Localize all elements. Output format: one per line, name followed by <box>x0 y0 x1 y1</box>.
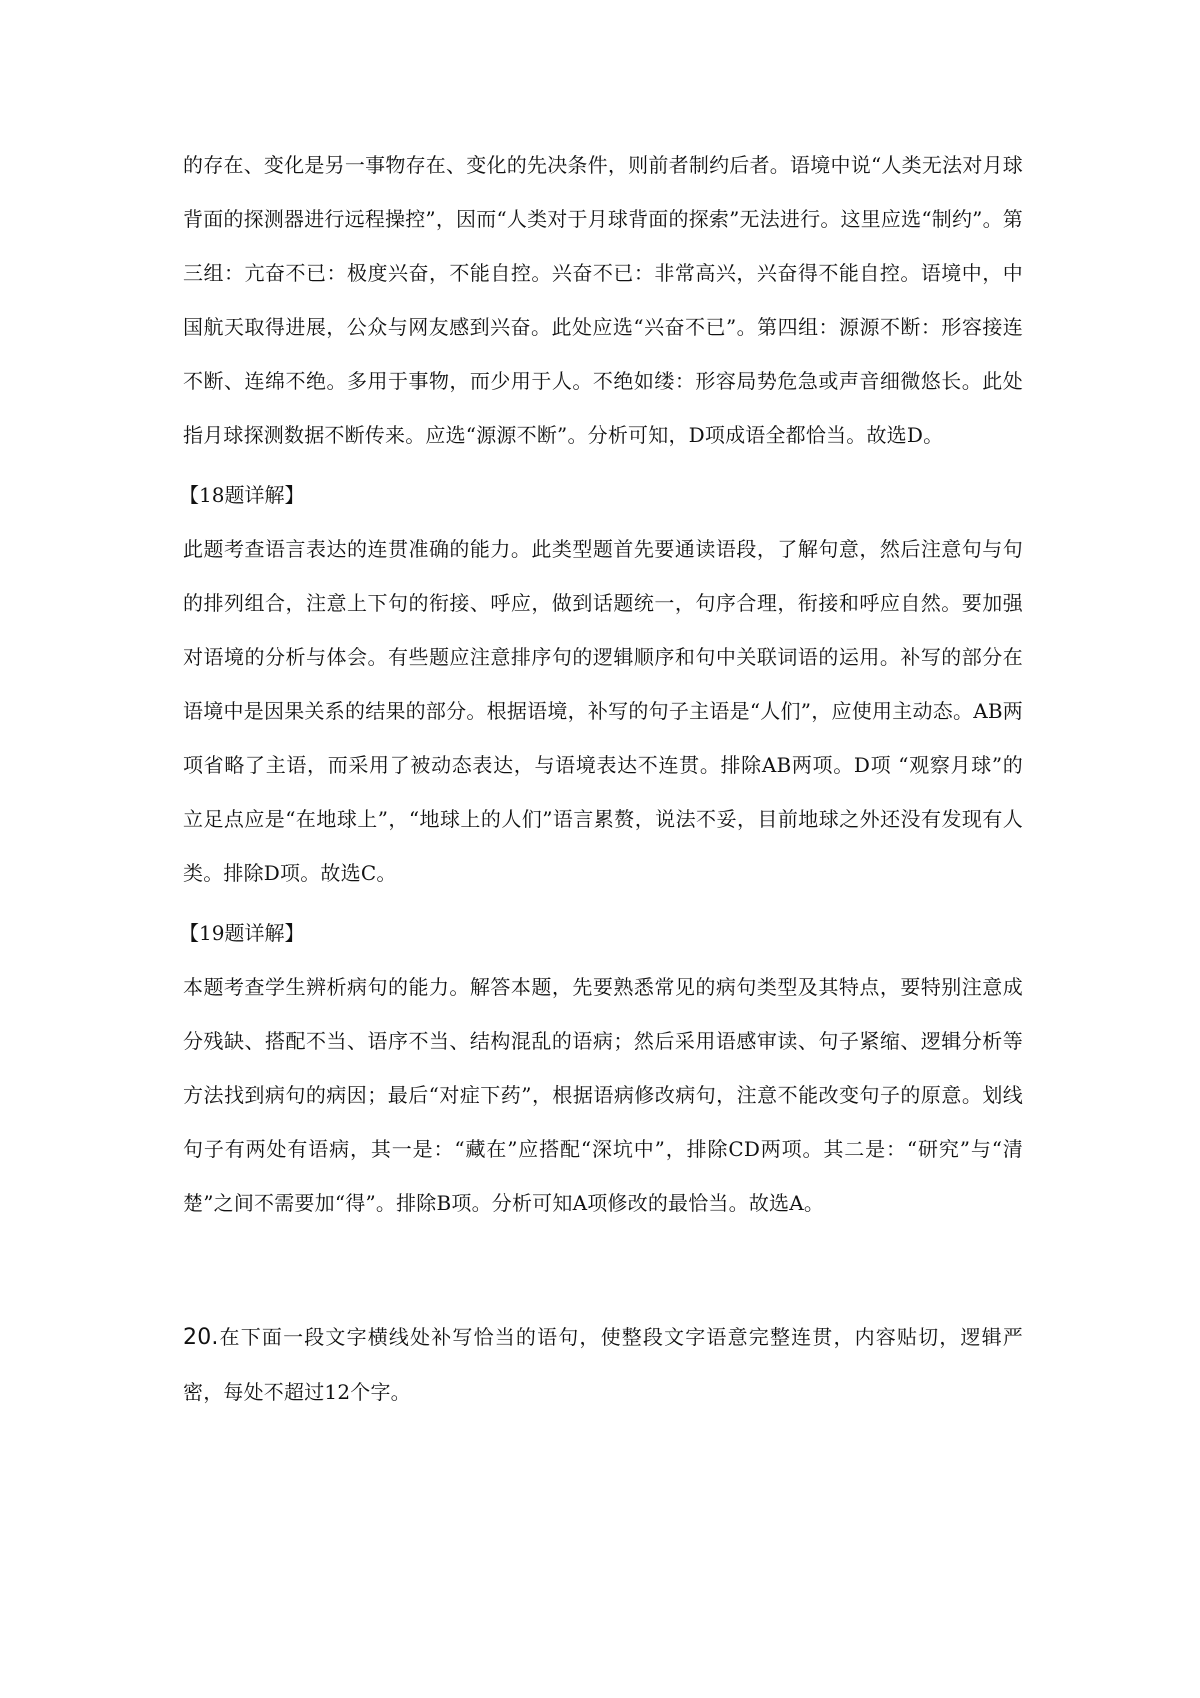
q20-number: 20. <box>183 1325 219 1350</box>
q20-text: 在下面一段文字横线处补写恰当的语句，使整段文字语意完整连贯，内容贴切，逻辑严密，每处不超过12个字。 <box>183 1325 1023 1404</box>
q19-explanation: 本题考查学生辨析病句的能力。解答本题，先要熟悉常见的病句类型及其特点，要特别注意成分残缺、搭配不当、语序不当、结构混乱的语病；然后采用语感审读、句子紧缩、逻辑分析等方法找到病句的病因；最后“对症下药”，根据语病修改病句，注意不能改变句子的原意。划线句子有两处有语病，其一是：“藏在”应搭配“深坑中”，排除CD两项。其二是：“研究”与“清楚”之间不需要加“得”。排除B项。分析可知A项修改的最恰当。故选A。 <box>183 975 1023 1215</box>
q20-prompt <box>183 1310 1023 1419</box>
q17-explanation-continuation: 的存在、变化是另一事物存在、变化的先决条件，则前者制约后者。语境中说“人类无法对月球背面的探测器进行远程操控”，因而“人类对于月球背面的探索”无法进行。这里应选“制约”。第三组：亢奋不已：极度兴奋，不能自控。兴奋不已：非常高兴，兴奋得不能自控。语境中，中国航天取得进展，公众与网友感到兴奋。此处应选“兴奋不已”。第四组：源源不断：形容接连不断、连绵不绝。多用于事物，而少用于人。不绝如缕：形容局势危急或声音细微悠长。此处指月球探测数据不断传来。应选“源源不断”。分析可知，D项成语全都恰当。故选D。 <box>183 153 1023 447</box>
document-page <box>179 138 1023 1419</box>
q18-heading: 【18题详解】 <box>179 483 305 507</box>
q18-explanation: 此题考查语言表达的连贯准确的能力。此类型题首先要通读语段，了解句意，然后注意句与句的排列组合，注意上下句的衔接、呼应，做到话题统一，句序合理，衔接和呼应自然。要加强对语境的分析与体会。有些题应注意排序句的逻辑顺序和句中关联词语的运用。补写的部分在语境中是因果关系的结果的部分。根据语境，补写的句子主语是“人们”，应使用主动态。AB两项省略了主语，而采用了被动态表达，与语境表达不连贯。排除AB两项。D项 “观察月球”的立足点应是“在地球上”，“地球上的人们”语言累赘，说法不妥，目前地球之外还没有发现有人类。排除D项。故选C。 <box>183 537 1023 885</box>
q19-heading: 【19题详解】 <box>179 921 305 945</box>
